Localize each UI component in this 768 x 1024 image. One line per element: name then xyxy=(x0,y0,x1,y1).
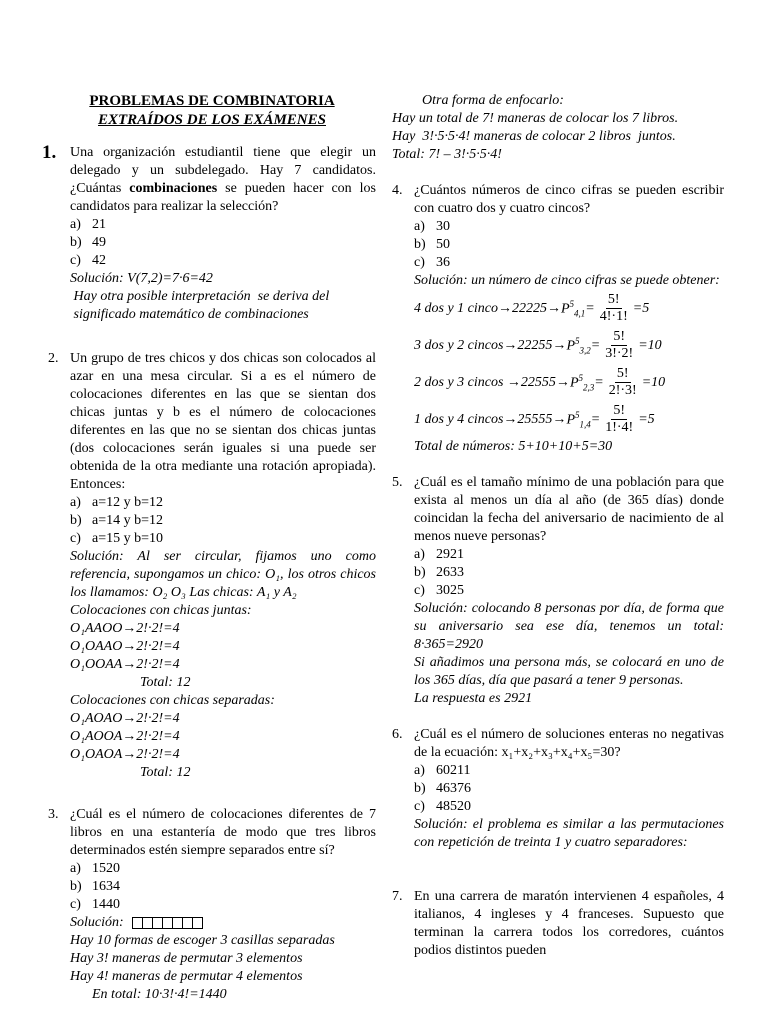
problem-2 xyxy=(48,350,376,782)
problem-4 xyxy=(392,182,724,456)
problem-5-option-b: b) 2633 xyxy=(414,565,464,580)
formula-row-3: 2 dos y 3 cincos →22555→ $P^5_{2,3}$ = $\frac{5!}{2!\cdot 3!}$ =10 xyxy=(414,366,666,398)
problem-6-text: ¿Cuál es el número de soluciones enteras no negativas de la ecuación: x₁+x₂+x₃+x₄+x₅=30? xyxy=(414,727,724,760)
formula-row-2: 3 dos y 2 cincos→22255→ $P^5_{3,2}$ = $\frac{5!}{3!\cdot 2!}$ =10 xyxy=(414,329,662,361)
problem-2-juntas-3: O₁OOAA→2!·2!=4 xyxy=(70,657,180,672)
problem-1-number: 1. xyxy=(42,142,57,163)
problem-3-line-1: Hay 10 formas de escoger 3 casillas separadas xyxy=(70,933,335,948)
permutation-symbol: $P^5_{2,3}$ xyxy=(569,372,595,393)
problem-6-option-c: c) 48520 xyxy=(414,799,471,814)
title-line-1: PROBLEMAS DE COMBINATORIA xyxy=(89,93,335,109)
problem-4-option-a: a) 30 xyxy=(414,219,450,234)
problem-3-text: ¿Cuál es el número de colocaciones diferentes de 7 libros en una estantería de modo que tres libros determinados estén siempre separados entre sí? xyxy=(70,807,376,858)
problem-6-number: 6. xyxy=(392,727,403,742)
alt-approach-heading: Otra forma de enfocarlo: xyxy=(422,93,564,108)
problem-2-juntas-1: O₁AAOO→2!·2!=4 xyxy=(70,621,180,636)
formula-row-1: 4 dos y 1 cinco→22225→ $P^5_{4,1}$ = $\frac{5!}{4!\cdot 1!}$ =5 xyxy=(414,292,650,324)
problem-4-number: 4. xyxy=(392,183,403,198)
problem-1-option-b: b) 49 xyxy=(70,235,106,250)
problem-5-option-c: c) 3025 xyxy=(414,583,464,598)
problem-3-line-2: Hay 3! maneras de permutar 3 elementos xyxy=(70,951,303,966)
right-column xyxy=(392,92,724,960)
problem-5-answer: La respuesta es 2921 xyxy=(414,691,533,706)
problem-4-solution: Solución: un número de cinco cifras se puede obtener: xyxy=(414,273,720,288)
problem-1-option-c: c) 42 xyxy=(70,253,106,268)
problem-3-solution: Solución: xyxy=(70,914,376,932)
problem-3-option-c: c) 1440 xyxy=(70,897,120,912)
problem-3-total: En total: 10·3!·4!=1440 xyxy=(92,987,227,1002)
problem-1-option-a: a) 21 xyxy=(70,217,106,232)
fraction: $\frac{5!}{1!\cdot 4!}$ xyxy=(605,403,634,435)
fraction: $\frac{5!}{2!\cdot 3!}$ xyxy=(608,366,637,398)
problem-2-number: 2. xyxy=(48,351,59,366)
problem-2-option-b: b) a=14 y b=12 xyxy=(70,513,164,528)
problem-3 xyxy=(48,806,376,1004)
problem-2-total-2: Total: 12 xyxy=(140,765,191,780)
alt-approach-line-2: Hay 3!·5·5·4! maneras de colocar 2 libros juntos. xyxy=(392,129,676,144)
seven-boxes-diagram xyxy=(132,917,203,929)
left-column xyxy=(42,92,376,1004)
alt-approach-line-3: Total: 7! – 3!·5·5·4! xyxy=(392,147,502,162)
problem-5-number: 5. xyxy=(392,475,403,490)
fraction: $\frac{5!}{3!\cdot 2!}$ xyxy=(605,329,634,361)
problem-2-option-a: a) a=12 y b=12 xyxy=(70,495,164,510)
alt-approach-line-1: Hay un total de 7! maneras de colocar los 7 libros. xyxy=(392,111,679,126)
problem-7 xyxy=(392,888,724,960)
problem-1-text: Una organización estudiantil tiene que elegir un delegado y un subdelegado. Hay 7 candidatos. ¿Cuántas combinaciones se pueden hacer con los candidatos para realizar la selección? xyxy=(70,145,376,214)
formula-row-4: 1 dos y 4 cincos→25555→ $P^5_{1,4}$ = $\frac{5!}{1!\cdot 4!}$ =5 xyxy=(414,403,655,435)
problem-6 xyxy=(392,726,724,852)
problem-2-text: Un grupo de tres chicos y dos chicas son colocados al azar en una mesa circular. Si a es el número de colocaciones diferentes en las que se sientan dos chicas juntas y b es el número de colocaciones diferentes en las que no se sientan dos chicas juntas (dos colocaciones serán iguales si una puede ser obtenida de la otra mediante una rotación apropiada). Entonces: xyxy=(70,351,376,492)
problem-3-option-b: b) 1634 xyxy=(70,879,120,894)
problem-2-separadas-label: Colocaciones con chicas separadas: xyxy=(70,693,275,708)
problem-7-number: 7. xyxy=(392,889,403,904)
problem-4-total: Total de números: 5+10+10+5=30 xyxy=(414,439,613,454)
problem-2-option-c: c) a=15 y b=10 xyxy=(70,531,164,546)
problem-2-separadas-3: O₁OAOA→2!·2!=4 xyxy=(70,747,180,762)
problem-2-juntas-2: O₁OAAO→2!·2!=4 xyxy=(70,639,180,654)
problem-2-juntas-label: Colocaciones con chicas juntas: xyxy=(70,603,252,618)
problem-2-separadas-2: O₁AOOA→2!·2!=4 xyxy=(70,729,180,744)
problem-5-option-a: a) 2921 xyxy=(414,547,464,562)
permutation-symbol: $P^5_{1,4}$ xyxy=(566,409,591,430)
problem-6-option-b: b) 46376 xyxy=(414,781,471,796)
problem-1-note-2: significado matemático de combinaciones xyxy=(70,307,309,322)
problem-5 xyxy=(392,474,724,708)
problem-1-note-1: Hay otra posible interpretación se deriva del xyxy=(70,289,330,304)
problem-4-option-b: b) 50 xyxy=(414,237,450,252)
problem-6-option-a: a) 60211 xyxy=(414,763,471,778)
problem-5-solution: Solución: colocando 8 personas por día, de forma que su aniversario sea ese día, tenemos un total: 8·365=2920 xyxy=(414,601,724,652)
problem-3-line-3: Hay 4! maneras de permutar 4 elementos xyxy=(70,969,303,984)
problem-3-number: 3. xyxy=(48,807,59,822)
problem-7-text: En una carrera de maratón intervienen 4 españoles, 4 italianos, 4 ingleses y 4 franceses. Supuesto que terminan la carrera todos los corredores, cuántos podios distintos pueden xyxy=(414,889,724,958)
problem-1-bold: combinaciones xyxy=(129,181,218,196)
problem-2-separadas-1: O₁AOAO→2!·2!=4 xyxy=(70,711,180,726)
problem-1 xyxy=(42,142,376,324)
problem-6-solution: Solución: el problema es similar a las permutaciones con repetición de treinta 1 y cuatro separadores: xyxy=(414,817,724,850)
problem-5-text: ¿Cuál es el tamaño mínimo de una población para que exista al menos un día al año (de 365 días) donde coincidan la fecha del aniversario de nacimiento de al menos nueve personas? xyxy=(414,475,724,544)
permutation-symbol: $P^5_{3,2}$ xyxy=(566,335,591,356)
fraction: $\frac{5!}{4!\cdot 1!}$ xyxy=(599,292,628,324)
problem-4-option-c: c) 36 xyxy=(414,255,450,270)
title-line-2: EXTRAÍDOS DE LOS EXÁMENES xyxy=(98,112,326,128)
problem-5-extra: Si añadimos una persona más, se colocará en uno de los 365 días, día que pasará a tener 9 personas. xyxy=(414,655,724,688)
problem-1-solution: Solución: V(7,2)=7·6=42 xyxy=(70,271,213,286)
problem-2-total-1: Total: 12 xyxy=(140,675,191,690)
permutation-symbol: $P^5_{4,1}$ xyxy=(560,298,586,319)
problem-3-option-a: a) 1520 xyxy=(70,861,120,876)
problem-4-text: ¿Cuántos números de cinco cifras se pueden escribir con cuatro dos y cuatro cincos? xyxy=(414,183,724,216)
problem-2-solution: Solución: Al ser circular, fijamos uno como referencia, supongamos un chico: O₁, los otros chicos los llamamos: O₂ O₃ Las chicas: A₁ y A₂ xyxy=(70,549,376,600)
